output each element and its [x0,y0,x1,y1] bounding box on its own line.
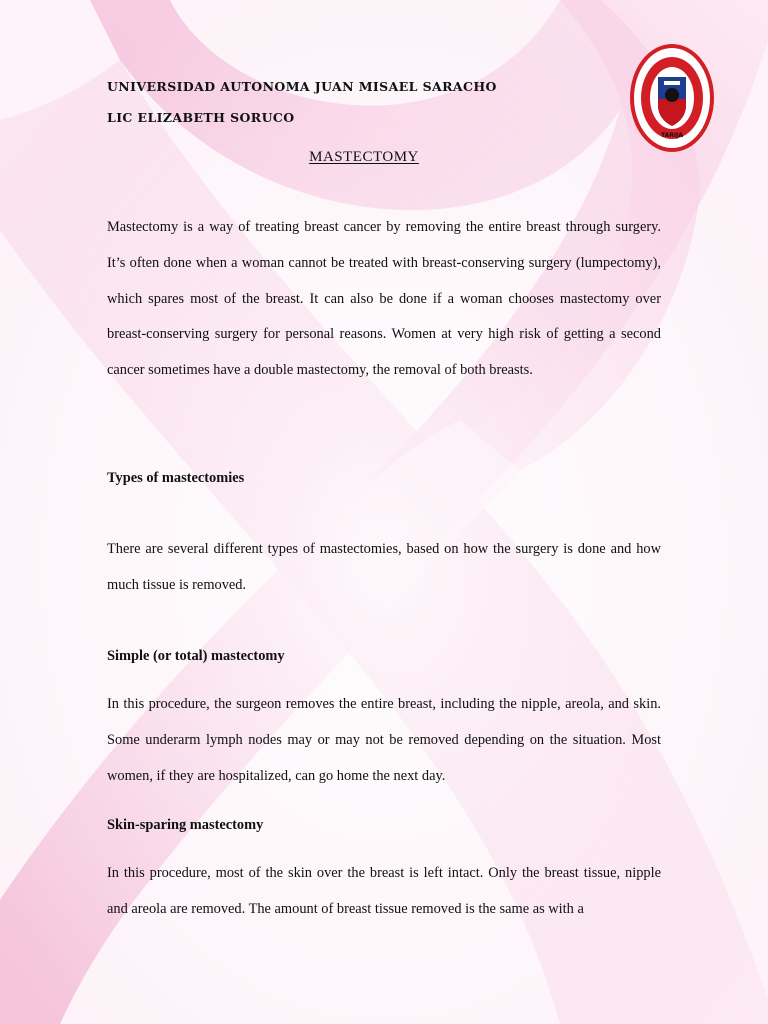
document-title: MASTECTOMY [309,149,419,165]
simple-mastectomy-heading: Simple (or total) mastectomy [107,648,285,664]
skin-sparing-heading: Skin-sparing mastectomy [107,817,264,833]
skin-sparing-paragraph: In this procedure, most of the skin over the breast is left intact. Only the breast tissue, nipple and areola are removed. The amount of breast tissue removed is the same as with a [107,865,661,917]
types-paragraph: There are several different types of mastectomies, based on how the surgery is done and how much tissue is removed. [107,541,661,593]
seal-city-label: TARIJA [661,132,683,139]
simple-mastectomy-paragraph: In this procedure, the surgeon removes the entire breast, including the nipple, areola, and skin. Some underarm lymph nodes may or may not be removed depending on the situation. Most women, if they are hospitalized, can go home the next day. [107,696,661,784]
university-name: UNIVERSIDAD AUTONOMA JUAN MISAEL SARACHO [107,79,497,94]
types-heading: Types of mastectomies [107,470,245,486]
author-name: LIC ELIZABETH SORUCO [107,110,295,125]
intro-paragraph: Mastectomy is a way of treating breast cancer by removing the entire breast through surgery. It’s often done when a woman cannot be treated with breast-conserving surgery (lumpectomy), which spares most of the breast. It can also be done if a woman chooses mastectomy over breast-conserving surgery for personal reasons. Women at very high risk of getting a second cancer sometimes have a double mastectomy, the removal of both breasts. [107,219,661,379]
university-seal [630,43,714,153]
